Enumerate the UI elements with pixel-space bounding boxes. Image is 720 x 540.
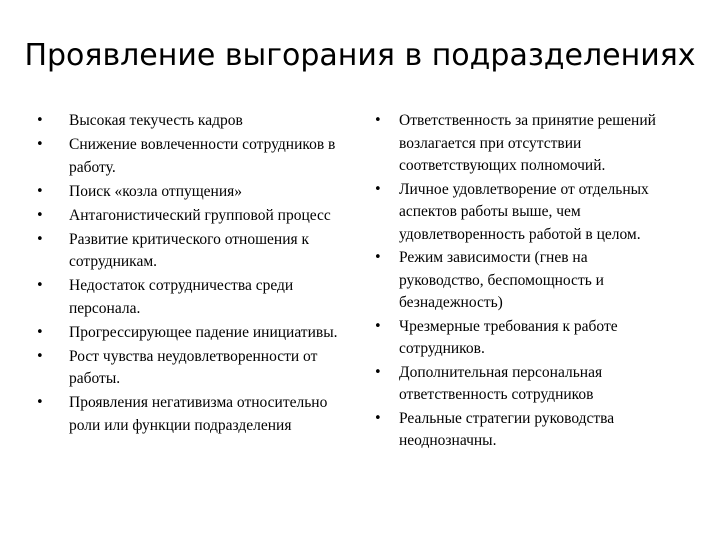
bullet-icon: • (36, 113, 44, 128)
bullet-icon: • (36, 207, 44, 223)
list-item-text: Высокая текучесть кадров (69, 112, 243, 129)
list-item-text: Рост чувства неудовлетворенности от работы. (69, 347, 318, 387)
list-item-text: Дополнительная персональная ответственность сотрудников (399, 363, 603, 403)
list-item-text: Развитие критического отношения к сотрудникам. (69, 230, 310, 270)
bullet-icon: • (36, 395, 44, 410)
list-item (36, 392, 346, 437)
list-item (370, 247, 670, 315)
list-item (36, 205, 346, 228)
list-item (370, 110, 670, 178)
list-item (370, 362, 670, 407)
bullet-icon: • (374, 250, 382, 265)
list-item-text: Недостаток сотрудничества среди персонала. (69, 277, 294, 317)
list-item-text: Чрезмерные требования к работе сотрудников. (399, 317, 618, 357)
list-item (36, 134, 346, 179)
list-item (370, 408, 670, 453)
list-item (36, 110, 346, 133)
list-item-text: Реальные стратегии руководства неоднозначны. (399, 409, 615, 449)
bullet-icon: • (374, 181, 382, 197)
list-item-text: Ответственность за принятие решений возлагается при отсутствии соответствующих полномочий. (399, 112, 656, 174)
list-item-text: Снижение вовлеченности сотрудников в работу. (69, 136, 336, 176)
slide-title: Проявление выгорания в подразделениях (24, 38, 696, 73)
bullet-icon: • (36, 348, 44, 364)
bullet-icon: • (36, 183, 44, 199)
list-item (370, 316, 670, 361)
list-item (370, 179, 670, 247)
bullet-icon: • (36, 137, 44, 152)
list-item (36, 181, 346, 204)
bullet-icon: • (374, 410, 382, 426)
right-bullet-list (370, 110, 670, 454)
list-item (36, 229, 346, 274)
list-item-text: Антагонистический групповой процесс (69, 206, 331, 224)
list-item-text: Личное удовлетворение от отдельных аспектов работы выше, чем удовлетворенность работой в целом. (399, 180, 649, 243)
bullet-icon: • (36, 278, 44, 293)
bullet-icon: • (374, 113, 382, 128)
list-item-text: Прогрессирующее падение инициативы. (69, 323, 338, 341)
list-item (36, 275, 346, 320)
list-item (36, 322, 346, 345)
list-item (36, 346, 346, 391)
bullet-icon: • (374, 364, 382, 380)
list-item-text: Проявления негативизма относительно роли или функции подразделения (69, 394, 328, 434)
bullet-icon: • (36, 231, 44, 247)
list-item-text: Поиск «козла отпущения» (69, 182, 243, 200)
bullet-icon: • (36, 324, 44, 340)
left-bullet-list (36, 110, 346, 439)
list-item-text: Режим зависимости (гнев на руководство, беспомощность и безнадежность) (399, 249, 604, 311)
bullet-icon: • (374, 318, 382, 334)
